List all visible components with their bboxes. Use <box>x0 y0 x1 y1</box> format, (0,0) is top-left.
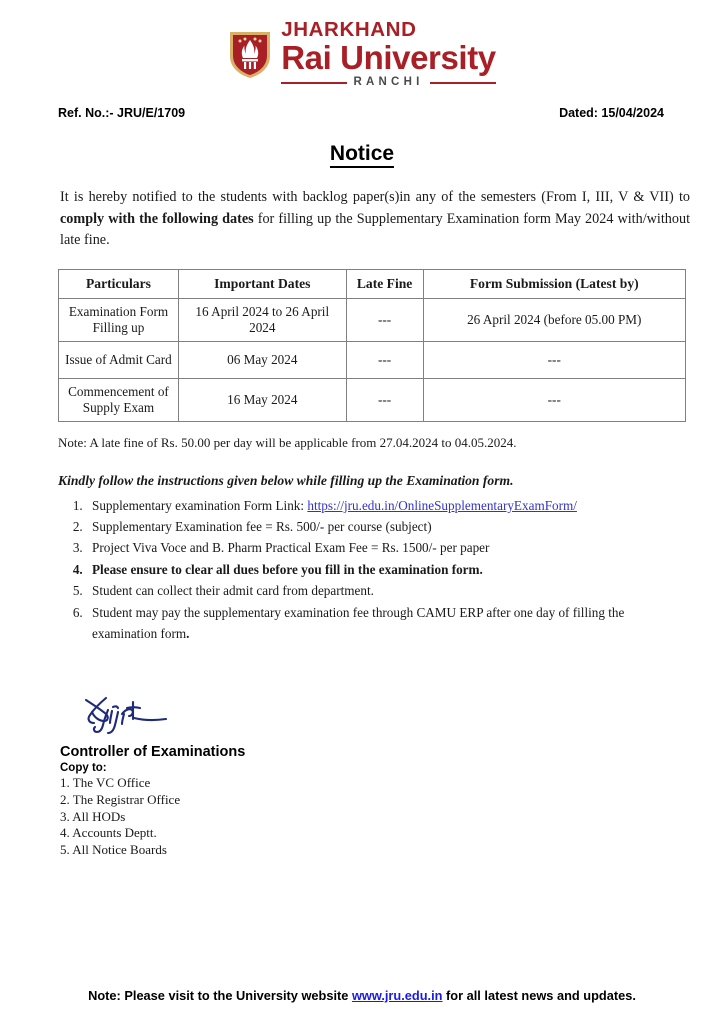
list-item: 4. Please ensure to clear all dues before you fill in the examination form. <box>86 559 690 580</box>
page-title-text: Notice <box>330 142 394 168</box>
letterhead <box>0 0 724 92</box>
table-row <box>59 378 686 421</box>
cell-late-fine: --- <box>346 378 423 421</box>
list-item <box>86 495 690 516</box>
list-item: 2. The Registrar Office <box>60 791 181 807</box>
university-wordmark <box>281 17 496 89</box>
intro-bold-phrase: comply with the following dates <box>60 210 254 227</box>
instruction-6-tail: . <box>186 625 190 641</box>
list-item: 4. Accounts Deptt. <box>60 825 157 841</box>
university-website-link[interactable]: www.jru.edu.in <box>351 988 443 1003</box>
cell-dates: 16 May 2024 <box>178 378 346 421</box>
cell-dates: 06 May 2024 <box>178 341 346 378</box>
schedule-table <box>58 269 686 422</box>
page-title <box>0 142 724 166</box>
list-item: 3. All HODs <box>60 808 126 824</box>
list-item: 1. The VC Office <box>60 775 151 791</box>
supplementary-exam-form-link[interactable]: https://jru.edu.in/OnlineSupplementaryExamForm/ <box>307 497 577 513</box>
list-item: 5. Student can collect their admit card from department. <box>86 580 690 601</box>
list-item: 2. Supplementary Examination fee = Rs. 500/- per course (subject) <box>86 516 690 537</box>
cell-late-fine: --- <box>346 341 423 378</box>
wordmark-subline <box>281 77 496 89</box>
instruction-6-text: Student may pay the supplementary examination fee through CAMU ERP after one day of filling the examination form <box>92 604 625 641</box>
column-header-form-submission: Form Submission (Latest by) <box>423 269 685 298</box>
cell-particulars: Commencement of Supply Exam <box>59 378 179 421</box>
instructions-list <box>58 495 690 645</box>
late-fine-note: Note: A late fine of Rs. 50.00 per day will be applicable from 27.04.2024 to 04.05.2024. <box>58 434 517 450</box>
table-row <box>59 298 686 341</box>
cell-late-fine: --- <box>346 298 423 341</box>
cell-submission: --- <box>423 341 685 378</box>
wordmark-rule-left <box>281 82 346 84</box>
instruction-1-prefix: Supplementary examination Form Link: <box>92 497 308 513</box>
intro-paragraph <box>60 187 690 252</box>
table-header-row <box>59 269 686 298</box>
handwritten-signature-icon <box>78 692 174 738</box>
cell-dates: 16 April 2024 to 26 April 2024 <box>178 298 346 341</box>
wordmark-line-2: Rai University <box>281 39 496 76</box>
copy-to-label: Copy to: <box>60 762 107 775</box>
column-header-particulars: Particulars <box>59 269 179 298</box>
shield-torch-crest-icon <box>228 28 272 80</box>
wordmark-line-1: JHARKHAND <box>281 17 417 41</box>
list-item: 3. Project Viva Voce and B. Pharm Practical Exam Fee = Rs. 1500/- per paper <box>86 537 690 558</box>
cell-submission: --- <box>423 378 685 421</box>
cell-particulars: Examination Form Filling up <box>59 298 179 341</box>
footer-suffix: for all latest news and updates. <box>442 988 636 1003</box>
wordmark-rule-right <box>430 82 495 84</box>
copy-to-list <box>60 775 724 858</box>
instructions-heading: Kindly follow the instructions given below while filling up the Examination form. <box>58 472 514 488</box>
column-header-late-fine: Late Fine <box>346 269 423 298</box>
reference-line <box>58 106 664 120</box>
footer-prefix: Note: Please visit to the University website <box>88 988 352 1003</box>
designation-label: Controller of Examinations <box>60 744 246 761</box>
cell-submission: 26 April 2024 (before 05.00 PM) <box>423 298 685 341</box>
reference-number: Ref. No.:- JRU/E/1709 <box>58 106 186 120</box>
table-row <box>59 341 686 378</box>
intro-part-2: for filling up the Supplementary Examination form May 2024 with/without late fine. <box>60 210 691 249</box>
document-date: Dated: 15/04/2024 <box>559 106 664 120</box>
footer-note <box>0 988 724 1003</box>
intro-part-1: It is hereby notified to the students with backlog paper(s)in any of the semesters (From I, III, V & VII) to <box>60 189 690 205</box>
list-item: 5. All Notice Boards <box>60 841 167 857</box>
cell-particulars: Issue of Admit Card <box>59 341 179 378</box>
column-header-important-dates: Important Dates <box>178 269 346 298</box>
signature-block <box>78 692 724 738</box>
wordmark-line-3: RANCHI <box>353 76 424 88</box>
list-item <box>86 602 690 645</box>
